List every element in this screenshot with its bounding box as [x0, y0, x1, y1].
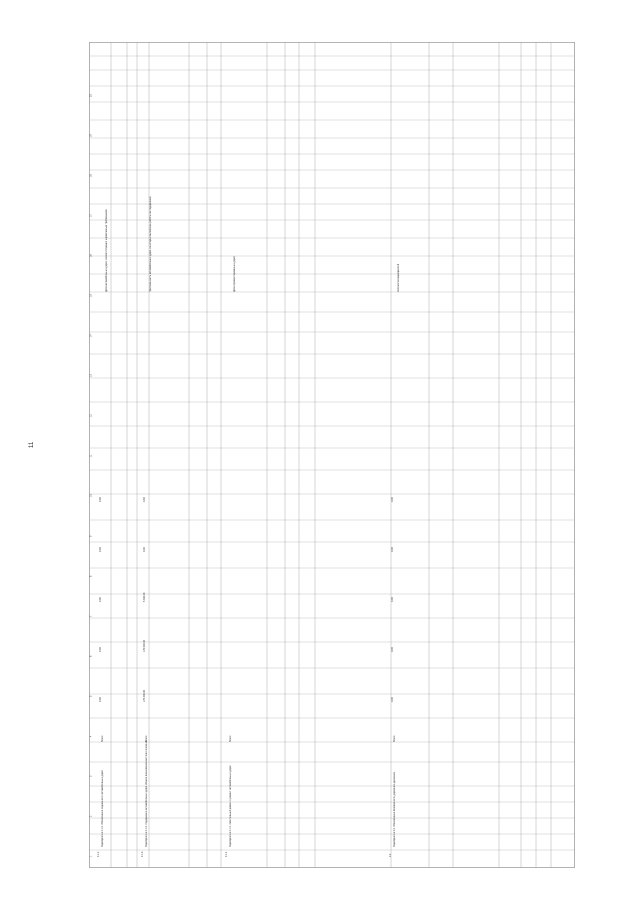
block-value: 0,00: [99, 597, 102, 602]
header-column-number: 12: [89, 414, 93, 417]
budget-table: [89, 42, 575, 868]
block-result: Доля автомобильных дорог, соответствующих нормативным требованиям: [105, 209, 108, 292]
block-result: Доля отремонтированных дорог: [233, 256, 236, 292]
block-title: Мероприятие 2.1.2. Обеспечение сохранности автомобильных дорог: [101, 770, 104, 847]
block-value: 170 000,00: [143, 640, 146, 652]
header-column-number: 1: [89, 855, 93, 857]
block-value: 0,00: [391, 547, 394, 552]
header-column-number: 3: [89, 775, 93, 777]
block-value: 0,00: [391, 697, 394, 702]
block-value: 0,00: [391, 647, 394, 652]
block-code: 2.1.4: [225, 851, 228, 857]
header-column-number: 15: [89, 294, 93, 297]
page-number: 11: [29, 441, 35, 448]
header-column-number: 17: [89, 214, 93, 217]
block-value: 0,00: [99, 697, 102, 702]
block-value: 0,00: [391, 597, 394, 602]
block-code: 2.1.3: [141, 851, 144, 857]
header-column-number: 8: [89, 575, 93, 577]
header-column-number: 9: [89, 535, 93, 537]
header-column-number: 11: [89, 454, 93, 457]
block-value: 0,00: [99, 497, 102, 502]
block-title: Мероприятие 2.2. Обеспечение безопасности дорожного движения: [393, 772, 396, 847]
header-column-number: 16: [89, 254, 93, 257]
block-value: 0,00: [99, 647, 102, 652]
header-column-number: 2: [89, 815, 93, 817]
block-code: 2.2: [389, 853, 392, 857]
header-column-number: 13: [89, 374, 93, 377]
block-result: Количество мероприятий: [397, 263, 400, 292]
header-column-number: 19: [89, 134, 93, 137]
header-column-number: 6: [89, 655, 93, 657]
block-value: 175 300,00: [143, 690, 146, 702]
block-result: Протяженность автомобильных дорог, на которых выполнены работы по содержанию: [149, 196, 152, 292]
table-grid: [89, 42, 575, 868]
block-value: 0,00: [391, 497, 394, 502]
header-column-number: 18: [89, 174, 93, 177]
block-executor: Всего: [101, 735, 104, 742]
block-value: 5 300,00: [143, 592, 146, 602]
block-code: 2.1.2: [97, 851, 100, 857]
block-executor: Всего: [393, 735, 396, 742]
block-title: Мероприятие 2.1.3. Содержание автомобильных дорог общего пользования местного значения: [145, 740, 148, 847]
header-column-number: 10: [89, 494, 93, 497]
block-executor: Всего: [229, 735, 232, 742]
header-column-number: 14: [89, 334, 93, 337]
block-value: 0,00: [143, 547, 146, 552]
header-column-number: 20: [89, 94, 93, 97]
block-title: Мероприятие 2.1.4. Капитальный ремонт и ремонт автомобильных дорог: [229, 765, 232, 847]
header-column-number: 5: [89, 695, 93, 697]
block-value: 0,00: [99, 547, 102, 552]
header-column-number: 4: [89, 735, 93, 737]
header-column-number: 7: [89, 615, 93, 617]
block-executor: Всего: [145, 735, 148, 742]
block-value: 0,00: [143, 497, 146, 502]
